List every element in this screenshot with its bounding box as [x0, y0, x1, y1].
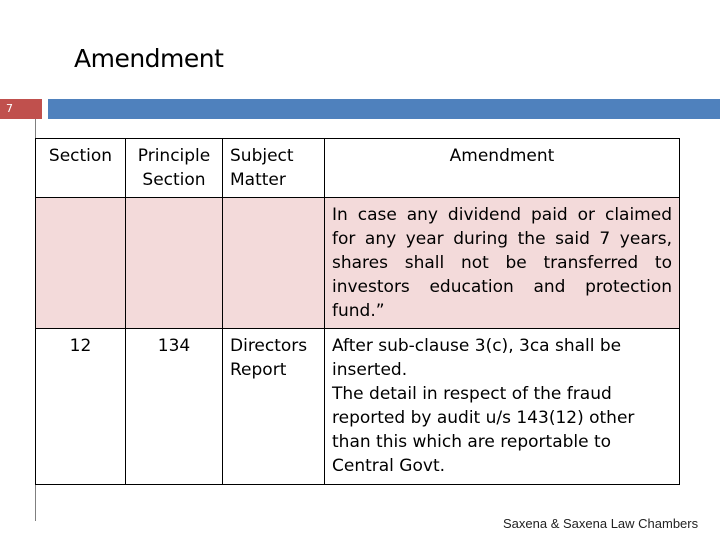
cell-amendment — [325, 329, 680, 485]
cell-principle-section — [126, 198, 223, 329]
amendment-table — [35, 138, 680, 485]
amendment-line: The detail in respect of the fraud reported by audit u/s 143(12) other than this which are reportable to Central Govt. — [332, 384, 635, 476]
slide-title: Amendment — [74, 44, 224, 73]
header-principle-section: Principle Section — [126, 139, 223, 198]
footer-credit: Saxena & Saxena Law Chambers — [503, 516, 699, 531]
table-row — [36, 329, 680, 485]
header-amendment: Amendment — [325, 139, 680, 198]
cell-principle-section: 134 — [126, 329, 223, 485]
header-section: Section — [36, 139, 126, 198]
cell-section: 12 — [36, 329, 126, 485]
table-header-row — [36, 139, 680, 198]
slide-number: 7 — [0, 99, 42, 119]
cell-subject-matter — [223, 198, 325, 329]
header-subject-matter: Subject Matter — [223, 139, 325, 198]
amendment-line: After sub-clause 3(c), 3ca shall be inserted. — [332, 336, 622, 380]
cell-section — [36, 198, 126, 329]
cell-subject-matter: Directors Report — [223, 329, 325, 485]
table-row — [36, 198, 680, 329]
header-bar — [48, 99, 720, 119]
cell-amendment: In case any dividend paid or claimed for any year during the said 7 years, shares shall not be transferred to investors education and protection fund.” — [325, 198, 680, 329]
